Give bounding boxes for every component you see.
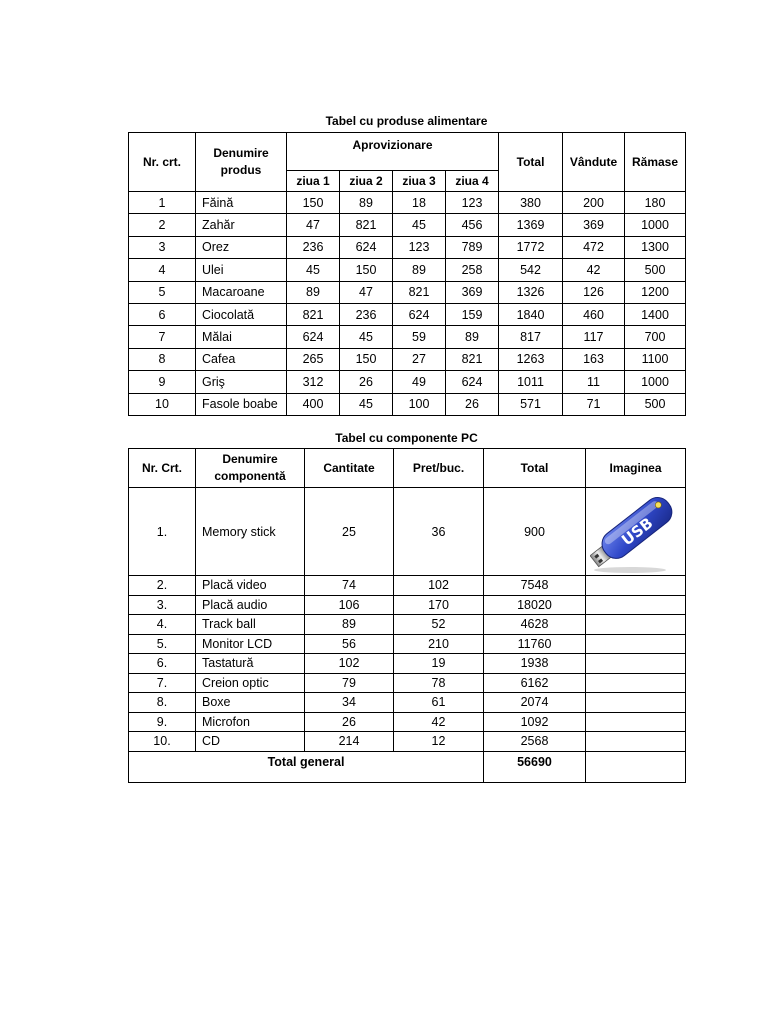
cell-day-3: 59: [393, 326, 446, 348]
table-row: [129, 576, 686, 596]
cell-price: 102: [394, 576, 484, 596]
cell-nr: 4: [129, 259, 196, 281]
cell-day-4: 821: [446, 348, 499, 370]
header-day-4: ziua 4: [446, 171, 499, 192]
cell-left: 1400: [625, 303, 686, 325]
table-row: [129, 693, 686, 713]
header-total: Total: [499, 133, 563, 192]
cell-component: Microfon: [196, 712, 305, 732]
header-nr: Nr. Crt.: [129, 449, 196, 488]
cell-total: 1840: [499, 303, 563, 325]
cell-price: 170: [394, 595, 484, 615]
cell-price: 36: [394, 488, 484, 576]
cell-sold: 42: [563, 259, 625, 281]
cell-image: [586, 654, 686, 674]
table-row: [129, 615, 686, 635]
cell-component: Memory stick: [196, 488, 305, 576]
header-total: Total: [484, 449, 586, 488]
cell-day-1: 312: [287, 371, 340, 393]
cell-product: Mălai: [196, 326, 287, 348]
cell-day-3: 27: [393, 348, 446, 370]
cell-day-2: 89: [340, 192, 393, 214]
cell-nr: 2: [129, 214, 196, 236]
cell-product: Griş: [196, 371, 287, 393]
cell-total: 1772: [499, 236, 563, 258]
table-row: [129, 326, 686, 348]
cell-day-4: 159: [446, 303, 499, 325]
cell-total: 1092: [484, 712, 586, 732]
cell-day-4: 89: [446, 326, 499, 348]
cell-day-4: 26: [446, 393, 499, 415]
cell-day-4: 369: [446, 281, 499, 303]
cell-nr: 9.: [129, 712, 196, 732]
cell-nr: 1: [129, 192, 196, 214]
table-row: [129, 192, 686, 214]
cell-total: 2568: [484, 732, 586, 752]
footer-total-label: Total general: [129, 751, 484, 782]
cell-component: Monitor LCD: [196, 634, 305, 654]
header-day-1: ziua 1: [287, 171, 340, 192]
cell-quantity: 25: [305, 488, 394, 576]
table-row: [129, 488, 686, 576]
cell-left: 1000: [625, 214, 686, 236]
cell-total: 817: [499, 326, 563, 348]
cell-product: Zahăr: [196, 214, 287, 236]
cell-product: Orez: [196, 236, 287, 258]
cell-quantity: 56: [305, 634, 394, 654]
cell-price: 19: [394, 654, 484, 674]
cell-quantity: 79: [305, 673, 394, 693]
table-row: [129, 634, 686, 654]
table-row: [129, 348, 686, 370]
cell-day-2: 821: [340, 214, 393, 236]
cell-left: 1100: [625, 348, 686, 370]
usb-text: USB: [617, 513, 656, 549]
cell-nr: 4.: [129, 615, 196, 635]
table2-caption: Tabel cu componente PC: [335, 431, 478, 445]
cell-day-3: 89: [393, 259, 446, 281]
pc-components-table: [128, 448, 686, 783]
cell-sold: 472: [563, 236, 625, 258]
cell-quantity: 89: [305, 615, 394, 635]
cell-image: [586, 488, 686, 576]
usb-stick-image: [590, 490, 682, 574]
cell-sold: 460: [563, 303, 625, 325]
table-row: [129, 214, 686, 236]
header-day-3: ziua 3: [393, 171, 446, 192]
cell-image: [586, 615, 686, 635]
footer-empty: [586, 751, 686, 782]
cell-product: Macaroane: [196, 281, 287, 303]
cell-total: 1938: [484, 654, 586, 674]
cell-day-4: 624: [446, 371, 499, 393]
cell-price: 210: [394, 634, 484, 654]
header-name-line2: componentă: [214, 469, 286, 483]
cell-quantity: 106: [305, 595, 394, 615]
table-row: [129, 303, 686, 325]
cell-day-1: 821: [287, 303, 340, 325]
header-supply: Aprovizionare: [287, 133, 499, 171]
cell-nr: 2.: [129, 576, 196, 596]
header-name-line2: produs: [220, 163, 262, 177]
header-quantity: Cantitate: [305, 449, 394, 488]
cell-product: Cafea: [196, 348, 287, 370]
cell-day-1: 45: [287, 259, 340, 281]
cell-day-1: 624: [287, 326, 340, 348]
cell-day-1: 400: [287, 393, 340, 415]
cell-day-3: 49: [393, 371, 446, 393]
cell-total: 1011: [499, 371, 563, 393]
cell-total: 900: [484, 488, 586, 576]
cell-nr: 8: [129, 348, 196, 370]
cell-day-3: 45: [393, 214, 446, 236]
cell-sold: 71: [563, 393, 625, 415]
cell-image: [586, 576, 686, 596]
cell-image: [586, 732, 686, 752]
cell-quantity: 34: [305, 693, 394, 713]
header-nr: Nr. crt.: [129, 133, 196, 192]
cell-left: 1200: [625, 281, 686, 303]
cell-left: 700: [625, 326, 686, 348]
cell-day-1: 150: [287, 192, 340, 214]
cell-day-1: 236: [287, 236, 340, 258]
cell-nr: 8.: [129, 693, 196, 713]
cell-nr: 10.: [129, 732, 196, 752]
cell-left: 180: [625, 192, 686, 214]
table1-caption: Tabel cu produse alimentare: [325, 114, 488, 128]
cell-total: 571: [499, 393, 563, 415]
cell-total: 11760: [484, 634, 586, 654]
table-row: [129, 371, 686, 393]
cell-left: 1300: [625, 236, 686, 258]
cell-image: [586, 634, 686, 654]
cell-day-2: 26: [340, 371, 393, 393]
cell-day-3: 18: [393, 192, 446, 214]
cell-sold: 163: [563, 348, 625, 370]
cell-total: 6162: [484, 673, 586, 693]
cell-total: 7548: [484, 576, 586, 596]
header-price: Pret/buc.: [394, 449, 484, 488]
cell-day-2: 45: [340, 393, 393, 415]
cell-nr: 5.: [129, 634, 196, 654]
header-name: [196, 449, 305, 488]
table-row: [129, 654, 686, 674]
cell-day-4: 456: [446, 214, 499, 236]
cell-day-2: 624: [340, 236, 393, 258]
cell-total: 380: [499, 192, 563, 214]
cell-left: 500: [625, 259, 686, 281]
cell-total: 2074: [484, 693, 586, 713]
cell-component: Placă video: [196, 576, 305, 596]
cell-price: 52: [394, 615, 484, 635]
cell-day-3: 624: [393, 303, 446, 325]
cell-image: [586, 595, 686, 615]
cell-total: 1369: [499, 214, 563, 236]
cell-price: 42: [394, 712, 484, 732]
cell-sold: 11: [563, 371, 625, 393]
table-row: [129, 673, 686, 693]
cell-nr: 5: [129, 281, 196, 303]
cell-left: 1000: [625, 371, 686, 393]
cell-nr: 7: [129, 326, 196, 348]
cell-sold: 369: [563, 214, 625, 236]
cell-day-2: 150: [340, 348, 393, 370]
cell-nr: 1.: [129, 488, 196, 576]
cell-price: 78: [394, 673, 484, 693]
cell-quantity: 26: [305, 712, 394, 732]
cell-total: 1326: [499, 281, 563, 303]
cell-sold: 117: [563, 326, 625, 348]
food-products-table: [128, 132, 686, 416]
header-image: Imaginea: [586, 449, 686, 488]
cell-nr: 9: [129, 371, 196, 393]
cell-image: [586, 693, 686, 713]
cell-day-3: 100: [393, 393, 446, 415]
table-row: [129, 281, 686, 303]
cell-total: 4628: [484, 615, 586, 635]
header-name: [196, 133, 287, 192]
cell-nr: 10: [129, 393, 196, 415]
header-name-line1: Denumire: [213, 146, 269, 160]
cell-product: Ciocolată: [196, 303, 287, 325]
cell-total: 18020: [484, 595, 586, 615]
cell-sold: 126: [563, 281, 625, 303]
cell-day-3: 123: [393, 236, 446, 258]
cell-component: Boxe: [196, 693, 305, 713]
cell-day-1: 265: [287, 348, 340, 370]
table-row: [129, 732, 686, 752]
cell-component: Placă audio: [196, 595, 305, 615]
header-day-2: ziua 2: [340, 171, 393, 192]
cell-price: 61: [394, 693, 484, 713]
cell-product: Fasole boabe: [196, 393, 287, 415]
cell-product: Făină: [196, 192, 287, 214]
header-sold: Vândute: [563, 133, 625, 192]
cell-component: Creion optic: [196, 673, 305, 693]
cell-quantity: 102: [305, 654, 394, 674]
cell-day-2: 45: [340, 326, 393, 348]
cell-image: [586, 673, 686, 693]
table-row: [129, 595, 686, 615]
cell-component: Track ball: [196, 615, 305, 635]
cell-component: CD: [196, 732, 305, 752]
cell-quantity: 214: [305, 732, 394, 752]
table-row: [129, 259, 686, 281]
cell-sold: 200: [563, 192, 625, 214]
table-row: [129, 236, 686, 258]
cell-day-2: 150: [340, 259, 393, 281]
table-row: [129, 712, 686, 732]
cell-nr: 6.: [129, 654, 196, 674]
cell-day-4: 789: [446, 236, 499, 258]
header-name-line1: Denumire: [222, 452, 278, 466]
cell-total: 542: [499, 259, 563, 281]
cell-day-3: 821: [393, 281, 446, 303]
cell-day-4: 258: [446, 259, 499, 281]
cell-nr: 7.: [129, 673, 196, 693]
cell-nr: 3.: [129, 595, 196, 615]
cell-nr: 3: [129, 236, 196, 258]
cell-left: 500: [625, 393, 686, 415]
cell-day-2: 236: [340, 303, 393, 325]
cell-day-1: 47: [287, 214, 340, 236]
table-row: [129, 393, 686, 415]
cell-quantity: 74: [305, 576, 394, 596]
header-left: Rămase: [625, 133, 686, 192]
footer-total-value: 56690: [484, 751, 586, 782]
cell-day-4: 123: [446, 192, 499, 214]
cell-total: 1263: [499, 348, 563, 370]
cell-day-2: 47: [340, 281, 393, 303]
cell-day-1: 89: [287, 281, 340, 303]
cell-product: Ulei: [196, 259, 287, 281]
cell-component: Tastatură: [196, 654, 305, 674]
cell-image: [586, 712, 686, 732]
cell-price: 12: [394, 732, 484, 752]
cell-nr: 6: [129, 303, 196, 325]
